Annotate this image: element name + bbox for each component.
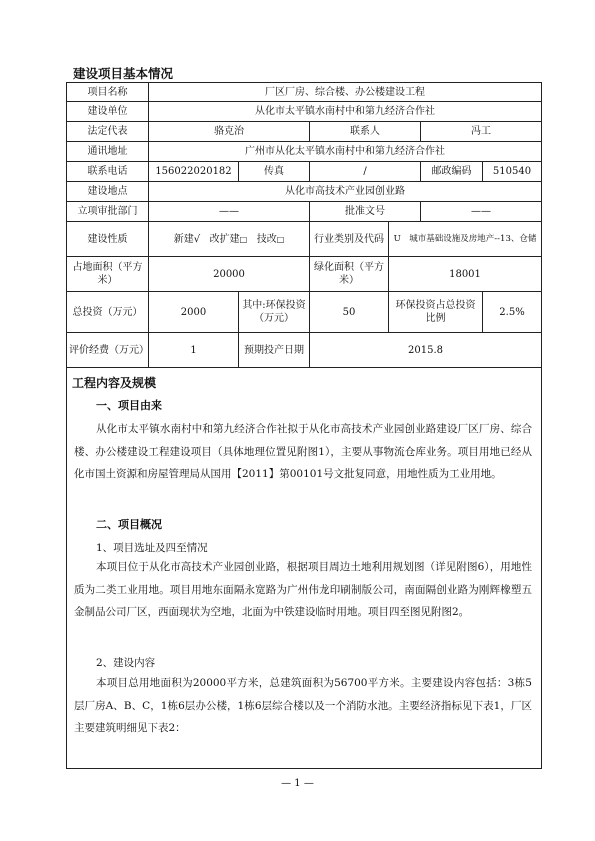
env-invest-value: 50: [310, 292, 389, 333]
table-row: [67, 142, 542, 162]
location-value: 从化市高技术产业园创业路: [149, 182, 542, 202]
address-value: 广州市从化太平镇水南村中和第九经济合作社: [149, 142, 542, 162]
table-row: [67, 202, 542, 222]
paragraph-origin: 从化市太平镇水南村中和第九经济合作社拟于从化市高技术产业园创业路建设厂区厂房、综合楼、办公楼建设工程建设项目（具体地理位置见附图1），主要从事物流仓库业务。项目用地已经从化市国土资源和房屋管理局从国用【2011】第00101号文批复同意，用地性质为工业用地。: [74, 423, 532, 480]
postcode-label: 邮政编码: [421, 162, 483, 182]
start-date-value: 2015.8: [310, 333, 542, 368]
table-row: [67, 162, 542, 182]
nature-tech: 技改: [256, 233, 277, 245]
invest-label: 总投资（万元）: [67, 292, 149, 333]
unit-label: 建设单位: [67, 102, 149, 122]
nature-label: 建设性质: [67, 222, 149, 257]
page-title: 建设项目基本情况: [73, 66, 174, 81]
table-row: [67, 257, 542, 292]
contact-value: 冯工: [421, 122, 542, 142]
legal-rep-value: 骆克治: [149, 122, 310, 142]
checkbox-icon: □: [276, 234, 285, 244]
approval-no-label: 批准文号: [310, 202, 421, 222]
table-row: [67, 182, 542, 202]
heading-content: 2、建设内容: [96, 657, 156, 669]
paragraph-content: 本项目总用地面积为20000平方米，总建筑面积为56700平方米。主要建设内容包括：3栋5层厂房A、B、C，1栋6层办公楼，1栋6层综合楼以及一个消防水池。主要经济指标见下表1，厂区主要建筑明细见下表2：: [74, 677, 532, 734]
review-fee-value: 1: [149, 333, 239, 368]
start-date-label: 预期投产日期: [239, 333, 310, 368]
phone-label: 联系电话: [67, 162, 149, 182]
area-value: 20000: [149, 257, 310, 292]
postcode-value: 510540: [483, 162, 542, 182]
fax-value: /: [310, 162, 421, 182]
table-row: [67, 83, 542, 102]
page-number: — 1 —: [281, 778, 314, 789]
table-row: [67, 333, 542, 368]
invest-value: 2000: [149, 292, 239, 333]
table-row: [67, 122, 542, 142]
project-name-label: 项目名称: [67, 83, 149, 102]
project-name-value: 厂区厂房、综合楼、办公楼建设工程: [149, 83, 542, 102]
checkbox-icon: □: [239, 234, 248, 244]
table-row: [67, 292, 542, 333]
legal-rep-label: 法定代表: [67, 122, 149, 142]
approval-dept-value: ——: [149, 202, 310, 222]
industry-value: U 城市基础设施及房地产--13、仓储: [389, 222, 542, 257]
contact-label: 联系人: [310, 122, 421, 142]
env-invest-label: 其中:环保投资（万元）: [239, 292, 310, 333]
approval-no-value: ——: [421, 202, 542, 222]
heading-origin: 一、项目由来: [96, 399, 162, 412]
heading-location: 1、项目选址及四至情况: [96, 542, 208, 554]
env-ratio-value: 2.5%: [483, 292, 542, 333]
review-fee-label: 评价经费（万元）: [67, 333, 149, 368]
industry-label: 行业类别及代码: [310, 222, 389, 257]
table-row: [67, 102, 542, 122]
fax-label: 传真: [239, 162, 310, 182]
nature-new: 新建√: [173, 233, 201, 245]
basic-info-table: [66, 82, 542, 368]
area-label: 占地面积（平方米）: [67, 257, 149, 292]
heading-overview: 二、项目概况: [96, 518, 162, 531]
section-title: 工程内容及规模: [72, 376, 157, 390]
nature-options: [149, 222, 310, 257]
phone-value: 15602202018​2: [149, 162, 239, 182]
unit-value: 从化市太平镇水南村中和第九经济合作社: [149, 102, 542, 122]
green-value: 18001: [389, 257, 542, 292]
location-label: 建设地点: [67, 182, 149, 202]
approval-dept-label: 立项审批部门: [67, 202, 149, 222]
paragraph-location: 本项目位于从化市高技术产业园创业路，根据项目周边土地利用规划图（详见附图6），用地性质为二类工业用地。项目用地东面隔永宽路为广州伟龙印刷制版公司，南面隔创业路为刚辉橡塑五金制品公司厂区，西面现状为空地，北面为中铁建设临时用地。项目四至图见附图2。: [74, 561, 532, 618]
table-row: [67, 222, 542, 257]
address-label: 通讯地址: [67, 142, 149, 162]
green-label: 绿化面积（平方米）: [310, 257, 389, 292]
nature-expand: 改扩建: [209, 233, 240, 245]
env-ratio-label: 环保投资占总投资比例: [389, 292, 483, 333]
